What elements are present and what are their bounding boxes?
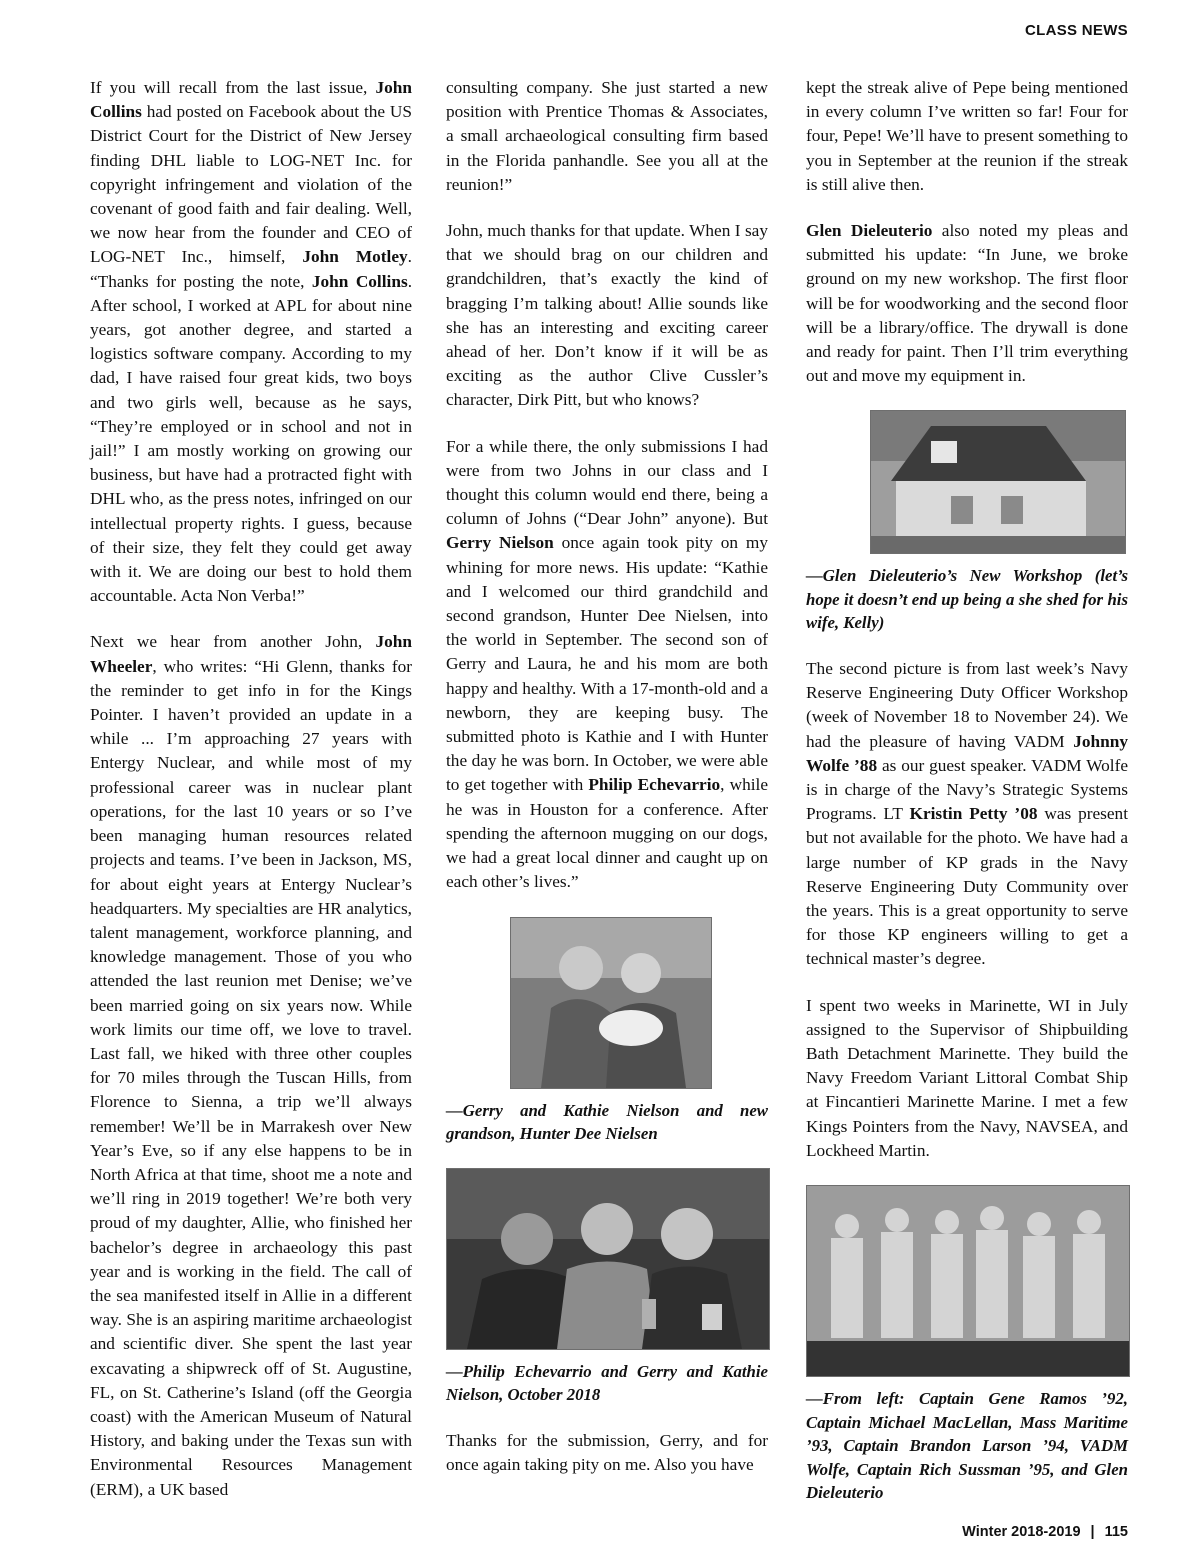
paragraph-collins-motley: If you will recall from the last issue, John Collins had posted on Facebook about the US District Court for the District of New Jersey finding DHL liable to LOG-NET Inc. for copyright infringement and violation of the covenant of good faith and fair dealing. Well, we now hear from the founder and CEO of LOG-NET Inc., himself, John Motley. “Thanks for posting the note, John Collins. After school, I worked at APL for about nine years, got another degree, and started a logistics software company. According to my dad, I have raised four great kids, two boys and two girls well, because as he says, “They’re employed or in school and not in jail!” I am mostly working on growing our business, but have had a protracted fight with DHL who, as the press notes, infringed on our intellectual property rights. I guess, because of their size, they felt they could get away with it. We are doing our best to hold them accountable. Acta Non Verba!” (90, 78, 413, 606)
paragraph-pepe-streak: kept the streak alive of Pepe being mentioned in every column I’ve written so far! Four for four, Pepe! We’ll have to present something to you in September at the reunion if the streak is still alive then. (806, 78, 1128, 194)
paragraph-marinette: I spent two weeks in Marinette, WI in July assigned to the Supervisor of Shipbuilding Bath Detachment Marinette. They build the Navy Freedom Variant Littoral Combat Ship at Fincantieri Marinette Marine. I met a few Kings Pointers from the Navy, NAVSEA, and Lockheed Martin. (806, 995, 1128, 1160)
issue-label: Winter 2018-2019 (962, 1524, 1081, 1540)
article-column-3 (806, 76, 1128, 1527)
article-column-2 (446, 76, 768, 1477)
photo-caption: —Philip Echevarrio and Gerry and Kathie Nielson, October 2018 (446, 1361, 768, 1404)
name-kristin-petty: Kristin Petty ’08 (909, 804, 1038, 824)
photo-navy-officers (806, 1185, 1130, 1377)
article-column-1 (90, 76, 412, 1502)
paragraph-response: John, much thanks for that update. When I say that we should brag on our children and grandchildren, that’s exactly the kind of bragging I’m talking about! Allie sounds like she has an interesting and exciting career ahead of her. Don’t know if it will be as exciting as the author Clive Cussler’s character, Dirk Pitt, but who knows? (446, 221, 768, 410)
paragraph-dieleuterio: Glen Dieleuterio also noted my pleas and submitted his update: “In June, we broke ground on my new workshop. The first floor will be for woodworking and the second floor will be a library/office. The drywall is done and ready for paint. Then I’ll trim everything out and move my equipment in. (806, 221, 1128, 386)
paragraph-wheeler: Next we hear from another John, John Wheeler, who writes: “Hi Glenn, thanks for the reminder to get info in for the Kings Pointer. I haven’t provided an update in a while ... I’m approaching 27 years with Entergy Nuclear, and while most of my professional career was in nuclear plant operations, for the last 10 years or so I’ve been managing human resources related projects and teams. I’ve been in Jackson, MS, for about eight years at Entergy Nuclear’s headquarters. My specialties are HR analytics, talent management, workforce planning, and knowledge management. Those of you who attended the last reunion met Denise; we’ve been married going on six years now. While work limits our time off, we love to travel. Last fall, we hiked with three other couples for 70 miles through the Tuscan Hills, from Florence to Sienna, a trip we’ll always remember! We’ll be in Marrakesh over New Year’s Eve, so if any else happens to be in North Africa at that time, shoot me a note and we’ll ring in 2019 together! We’re both very proud of my daughter, Allie, who finished her bachelor’s degree in archaeology this past year and is working in the field. The call of the sea manifested itself in Allie in a different way. She is an aspiring maritime archaeologist and scientific diver. She spent the last year excavating a shipwreck off of St. Augustine, FL, on St. Catherine’s Island (off the Georgia coast) with the American Museum of Natural History, and baking under the Texas sun with Environmental Resources Management (ERM), a UK based (90, 632, 412, 1499)
photo-nielson-grandson (510, 917, 712, 1089)
name-john-motley: John Motley (302, 247, 408, 267)
name-john-collins: John Collins (90, 78, 412, 122)
photo-caption: —Gerry and Kathie Nielson and new grandson, Hunter Dee Nielsen (446, 1100, 768, 1143)
paragraph-navy-reserve: The second picture is from last week’s Navy Reserve Engineering Duty Officer Workshop (week of November 18 to November 24). We had the pleasure of having VADM Johnny Wolfe ’88 as our guest speaker. VADM Wolfe is in charge of the Navy’s Strategic Systems Programs. LT Kristin Petty ’08 was present but not available for the photo. We have had a large number of KP grads in the Navy Reserve Engineering Duty Community over the years. This is a great opportunity to serve for those KP engineers willing to get a technical master’s degree. (806, 658, 1129, 969)
name-john-wheeler: John Wheeler (90, 632, 412, 676)
name-glen-dieleuterio: Glen Dieleuterio (806, 221, 933, 241)
photo-caption: —Glen Dieleuterio’s New Workshop (let’s hope it doesn’t end up being a she shed for his wife, Kelly) (806, 566, 1128, 633)
paragraph-thanks: Thanks for the submission, Gerry, and for once again taking pity on me. Also you have (446, 1430, 768, 1474)
footer-separator: | (1090, 1524, 1095, 1540)
name-john-collins: John Collins (311, 271, 408, 291)
name-gerry-nielson: Gerry Nielson (446, 533, 554, 553)
photo-caption: —From left: Captain Gene Ramos ’92, Captain Michael MacLellan, Mass Maritime ’93, Captain Brandon Larson ’94, VADM Wolfe, Captain Rich Sussman ’95, and Glen Dieleuterio (806, 1389, 1128, 1502)
photo-workshop (870, 410, 1126, 554)
page-number: 115 (1104, 1524, 1128, 1540)
page-footer (962, 1524, 1128, 1540)
section-header: CLASS NEWS (1024, 22, 1128, 39)
paragraph-wheeler-continued: consulting company. She just started a new position with Prentice Thomas & Associates, a small archaeological consulting firm based in the Florida panhandle. See you all at the reunion!” (446, 78, 768, 194)
name-philip-echevarrio: Philip Echevarrio (588, 775, 721, 795)
paragraph-nielson: For a while there, the only submissions I had were from two Johns in our class and I thought this column would end there, being a column of Johns (“Dear John” anyone). But Gerry Nielson once again took pity on my whining for more news. His update: “Kathie and I welcomed our third grandchild and second grandson, Hunter Dee Nielsen, into the world in September. The second son of Gerry and Laura, he and his mom are both happy and healthy. With a 17-month-old and a newborn, they are keeping busy. The submitted photo is Kathie and I with Hunter the day he was born. In October, we were able to get together with Philip Echevarrio, while he was in Houston for a conference. After spending the afternoon mugging on our dogs, we had a great local dinner and caught up on each other’s lives.” (446, 436, 768, 892)
photo-echevarrio-nielson (446, 1168, 770, 1350)
name-johnny-wolfe: Johnny Wolfe ’88 (806, 731, 1128, 775)
